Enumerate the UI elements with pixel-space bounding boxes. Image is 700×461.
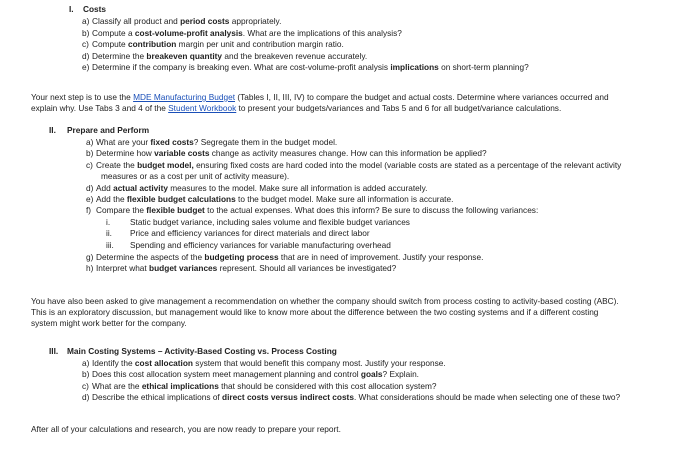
list-item	[86, 137, 337, 148]
section-2-numeral: II.	[49, 125, 56, 135]
list-item	[82, 16, 281, 27]
section-1-heading	[69, 4, 106, 15]
list-item	[82, 28, 402, 39]
item-text: variable costs	[154, 148, 210, 159]
item-text: that are in need of improvement. Justify your response.	[278, 252, 484, 262]
section-1-numeral: I.	[69, 4, 74, 14]
item-text: Add the	[96, 194, 127, 204]
item-text: Does this cost allocation system meet management planning and control	[92, 369, 361, 380]
item-label: a)	[86, 137, 94, 147]
item-text: Create the	[96, 159, 138, 170]
item-text: system that would benefit this company most. Justify your response.	[193, 358, 446, 368]
item-label: c)	[82, 380, 89, 391]
item-label: d)	[82, 392, 90, 403]
item-text: appropriately.	[229, 16, 282, 26]
list-item	[82, 39, 344, 50]
sub-item-text: Price and efficiency variances for direct materials and direct labor	[130, 228, 370, 239]
mde-budget-link[interactable]: MDE Manufacturing Budget	[133, 92, 236, 102]
section-1-title: Costs	[83, 4, 107, 14]
item-text: Add	[96, 182, 114, 193]
student-workbook-link[interactable]: Student Workbook	[168, 103, 237, 113]
item-text: What are your	[96, 137, 151, 147]
item-text: flexible budget	[146, 205, 205, 216]
intro-text: explain why. Use Tabs 3 and 4 of the	[31, 103, 169, 113]
item-text: cost allocation	[134, 358, 193, 368]
item-text: cost-volume-profit analysis	[134, 27, 243, 38]
section-2-title: Prepare and Perform	[67, 125, 150, 135]
item-text: margin per unit and contribution margin ratio.	[176, 39, 344, 50]
list-item	[82, 381, 437, 392]
item-text: direct costs versus indirect costs	[222, 392, 354, 403]
intro-text: (Tables I, II, III, IV) to compare the budget and actual costs. Determine where variances occurred and	[235, 92, 609, 102]
item-text: breakeven quantity	[146, 50, 223, 61]
item-text: contribution	[127, 39, 177, 50]
item-text: Compute a	[92, 27, 135, 38]
list-item	[82, 392, 620, 403]
list-item	[82, 62, 529, 73]
sub-item-text: Spending and efficiency variances for variable manufacturing overhead	[130, 239, 391, 250]
sub-list-item	[106, 240, 391, 251]
list-item	[101, 171, 289, 182]
section-3-numeral: III.	[49, 346, 59, 356]
list-item	[86, 205, 538, 216]
sub-list-item	[106, 228, 370, 239]
intro-text: Your next step is to use the	[31, 92, 134, 102]
item-label: f)	[86, 205, 92, 216]
item-text: . What considerations should be made when selecting one of these two?	[353, 392, 621, 403]
item-text: Determine if the company is breaking even. What are cost-volume-profit analysis	[92, 62, 391, 73]
item-text: represent. Should all variances be investigated?	[217, 263, 397, 274]
section-2-heading	[49, 125, 149, 136]
item-label: c)	[86, 159, 93, 170]
item-text: that should be considered with this cost allocation system?	[218, 380, 437, 391]
item-label: b)	[82, 27, 90, 38]
sub-item-text: Static budget variance, including sales volume and flexible budget variances	[130, 217, 410, 227]
item-text: Determine how	[96, 148, 155, 159]
sub-item-label: ii.	[106, 228, 112, 239]
item-label: e)	[82, 62, 90, 73]
item-text: ethical implications	[141, 380, 219, 391]
item-label: c)	[82, 39, 89, 50]
item-text: to the budget model. Make sure all information is accurate.	[235, 194, 454, 204]
item-text: budget variances	[149, 263, 218, 274]
intro-line-1	[31, 92, 609, 103]
item-text: to the actual expenses. What does this inform? Be sure to discuss the following variances:	[204, 205, 539, 216]
item-text: ensuring fixed costs are hard coded into the model (variable costs are stated as a percentage of the relevant activity	[193, 159, 622, 170]
item-label: h)	[86, 263, 94, 274]
item-text: Determine the	[92, 50, 147, 61]
list-item	[82, 358, 446, 369]
abc-para-line-2: This is an exploratory discussion, but management would like to know more about the difference between the two costing systems and if a different costing	[31, 307, 599, 317]
item-text: Interpret what	[96, 263, 150, 274]
closing-line: After all of your calculations and research, you are now ready to prepare your report.	[31, 424, 341, 434]
item-text: and the breakeven revenue accurately.	[222, 50, 368, 61]
item-text: period costs	[180, 16, 230, 26]
item-label: d)	[86, 182, 94, 193]
item-text: Compare the	[96, 205, 147, 216]
intro-line-2	[31, 103, 561, 114]
list-item	[86, 183, 427, 194]
abc-para-line-3: system might work better for the company.	[31, 318, 187, 328]
item-text: goals	[360, 369, 383, 380]
item-text: measures or as a cost per unit of activity measure).	[101, 171, 290, 182]
item-text: Compute	[92, 39, 128, 50]
item-text: ? Segregate them in the budget model.	[193, 137, 338, 147]
item-text: . What are the implications of this analysis?	[242, 27, 402, 38]
item-text: Identify the	[92, 358, 135, 368]
item-text: Describe the ethical implications of	[92, 392, 223, 403]
item-label: a)	[82, 358, 90, 368]
sub-item-label: i.	[106, 217, 111, 227]
list-item	[86, 263, 396, 274]
item-text: actual activity	[113, 182, 168, 193]
list-item	[86, 160, 621, 171]
list-item	[82, 369, 419, 380]
list-item	[86, 252, 483, 263]
item-text: measures to the model. Make sure all information is added accurately.	[167, 182, 428, 193]
sub-list-item	[106, 217, 410, 228]
item-text: Classify all product and	[92, 16, 181, 26]
item-label: b)	[82, 369, 90, 380]
item-text: What are the	[92, 380, 142, 391]
item-text: budgeting process	[204, 252, 279, 262]
item-text: ? Explain.	[382, 369, 419, 380]
item-text: on short-term planning?	[438, 62, 529, 73]
item-label: g)	[86, 252, 94, 262]
item-label: e)	[86, 194, 94, 204]
item-text: implications	[390, 62, 439, 73]
sub-item-label: iii.	[106, 239, 114, 250]
section-3-heading	[49, 346, 337, 357]
item-text: Determine the aspects of the	[96, 252, 205, 262]
list-item	[86, 194, 453, 205]
item-label: a)	[82, 16, 90, 26]
section-3-title: Main Costing Systems – Activity-Based Costing vs. Process Costing	[67, 346, 337, 356]
item-text: change as activity measures change. How can this information be applied?	[209, 148, 487, 159]
item-label: b)	[86, 148, 94, 159]
abc-para-line-1: You have also been asked to give management a recommendation on whether the company should switch from process costing to activity-based costing (ABC).	[31, 296, 619, 306]
list-item	[86, 148, 487, 159]
item-text: budget model,	[137, 159, 194, 170]
item-text: flexible budget calculations	[126, 194, 236, 204]
list-item	[82, 51, 367, 62]
item-text: fixed costs	[150, 137, 194, 147]
intro-text: to present your budgets/variances and Tabs 5 and 6 for all budget/variance calculations.	[236, 103, 562, 113]
item-label: d)	[82, 50, 90, 61]
